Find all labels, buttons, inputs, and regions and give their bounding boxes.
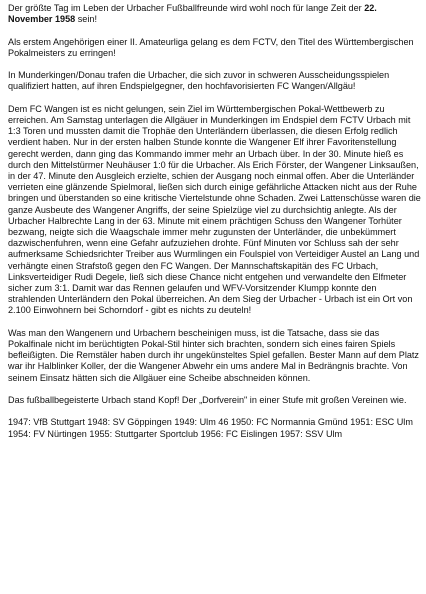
fair-play-paragraph: Was man den Wangenern und Urbachern bescheinigen muss, ist die Tatsache, dass sie das Pokalfinale nicht im berüchtigten Pokal-Stil hinter sich brachten, sondern sich eines fairen Spiels befleißigten. Die Remstäler haben durch ihr ungekünsteltes Spiel gefallen. Bester Mann auf dem Platz war ihr Halblinker Koller, der die Wangener Abwehr ein ums andere Mal in Bedrängnis brachte. Von seinem Einsatz hätten sich die Allgäuer eine Scheibe abschneiden können. <box>8 327 419 383</box>
intro-date: 22. November 1958 <box>8 3 377 25</box>
match-report-paragraph: Dem FC Wangen ist es nicht gelungen, sein Ziel im Württembergischen Pokal-Wettbewerb zu erreichen. Am Samstag unterlagen die Allgäuer in Munderkingen im Endspiel dem FCTV Urbach mit 1:3 Toren und mussten damit die Trophäe den Unterländern überlassen, die diesen Erfolg redlich verdient haben. Nur in der ersten halben Stunde konnte die Wangener Elf ihrer Favoritenstellung gerecht werden, dann ging das Kommando immer mehr an Urbach über. In der 30. Minute hieß es durch den Mittelstürmer Neuhäuser 1:0 für die Urbacher. Als Erich Förster, der Wangener Linksaußen, in der 47. Minute den Ausgleich erzielte, schien der Ausgang noch einmal offen. Aber die Unterländer verrieten eine glänzende Spielmoral, ließen sich durch einige gefährliche Attacken nicht aus der Ruhe bringen und überstanden so eine kritische Viertelstunde ohne Schaden. Zwei Lattenschüsse waren die ganze Ausbeute des Wangener Angriffs, der seine Spielzüge viel zu durchsichtig anlegte. Als der Urbacher Halbrechte Lang in der 63. Minute mit einem prächtigen Schuss den Wangener Torhüter bezwang, neigte sich die Waagschale immer mehr zugunsten der Unterländer, die unbekümmert dazwischenfuhren, wenn eine Gefahr aufzuziehen drohte. Fünf Minuten vor Schluss sah der sehr aufmerksame Schiedsrichter Treiber aus Wurmlingen ein Foulspiel von Verteidiger Austel an Lang und verhängte einen Strafstoß gegen den FC Wangen. Der Mannschaftskapitän des FC Urbach, Linksverteidiger Rudi Degele, ließ sich diese Chance nicht entgehen und verwandelte den Elfmeter sicher zum 3:1. Damit war das Rennen gelaufen und WFV-Vorsitzender Klumpp konnte den strahlenden Unterländern den Pokal überreichen. An dem Sieg der Urbacher - Urbach ist ein Ort von 2.100 Einwohnern bei Schorndorf - gibt es nichts zu deuteln! <box>8 103 421 316</box>
title-paragraph: Als erstem Angehörigen einer II. Amateurliga gelang es dem FCTV, den Titel des Württembergischen Pokalmeisters zu erringen! <box>8 36 414 58</box>
champions-list-paragraph: 1947: VfB Stuttgart 1948: SV Göppingen 1949: Ulm 46 1950: FC Normannia Gmünd 1951: ESC Ulm 1954: FV Nürtingen 1955: Stuttgarter Sportclub 1956: FC Eislingen 1957: SSV Ulm <box>8 417 413 439</box>
document-page <box>8 3 422 440</box>
intro-paragraph <box>8 3 422 25</box>
intro-end: sein! <box>75 14 97 25</box>
intro-text: Der größte Tag im Leben der Urbacher Fußballfreunde wird wohl noch für lange Zeit der <box>8 3 365 13</box>
final-opponent-paragraph: In Munderkingen/Donau trafen die Urbacher, die sich zuvor in schweren Ausscheidungsspielen qualifiziert hatten, auf ihren Endspielgegner, den hochfavorisierten FC Wangen/Allgäu! <box>8 70 390 92</box>
celebration-paragraph: Das fußballbegeisterte Urbach stand Kopf! Der „Dorfverein" in einer Stufe mit großen Vereinen wie. <box>8 395 407 406</box>
